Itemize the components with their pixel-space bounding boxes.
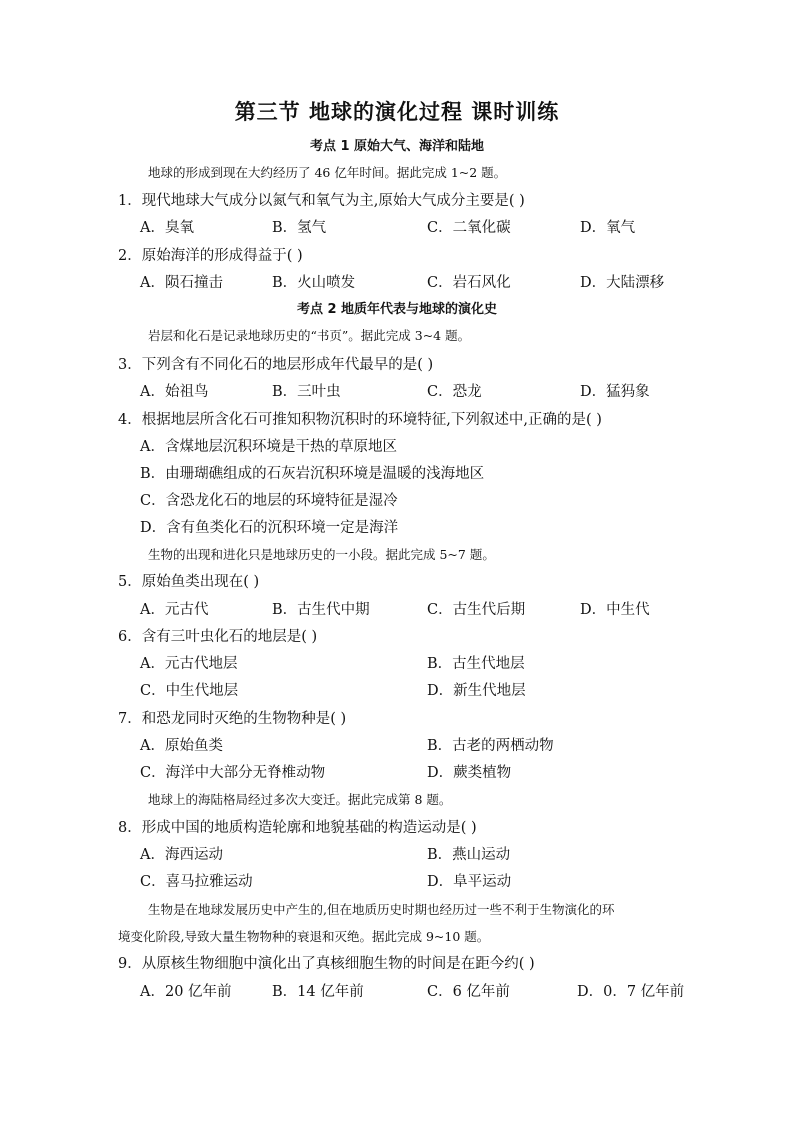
question-stem: 9．从原核生物细胞中演化出了真核细胞生物的时间是在距今约( ) (118, 956, 535, 972)
option-a[interactable]: A．始祖鸟 (140, 384, 209, 400)
option-d[interactable]: D．蕨类植物 (427, 765, 512, 781)
option-a[interactable]: A．20 亿年前 (140, 984, 232, 1000)
option-a[interactable]: A．臭氧 (140, 220, 194, 236)
option-c[interactable]: C．古生代后期 (427, 602, 526, 618)
option-d[interactable]: D．阜平运动 (427, 874, 512, 890)
intro-text: 地球上的海陆格局经过多次大变迁。据此完成第 8 题。 (148, 792, 452, 807)
question-stem: 6．含有三叶虫化石的地层是( ) (118, 629, 318, 645)
option-b[interactable]: B．古老的两栖动物 (427, 738, 554, 754)
option-c[interactable]: C．恐龙 (427, 384, 482, 400)
page-title: 第三节 地球的演化过程 课时训练 (234, 100, 560, 124)
option-b[interactable]: B．古生代中期 (272, 602, 370, 618)
intro-text: 岩层和化石是记录地球历史的“书页”。据此完成 3~4 题。 (148, 328, 471, 343)
option-d[interactable]: D．中生代 (580, 602, 650, 618)
option-a[interactable]: A．陨石撞击 (140, 275, 223, 291)
option-c[interactable]: C．中生代地层 (140, 683, 239, 699)
intro-text: 生物的出现和进化只是地球历史的一小段。据此完成 5~7 题。 (148, 547, 495, 562)
option-d[interactable]: D．猛犸象 (580, 384, 650, 400)
option-d[interactable]: D．含有鱼类化石的沉积环境一定是海洋 (140, 520, 399, 536)
option-a[interactable]: A．元古代 (140, 602, 209, 618)
option-a[interactable]: A．元古代地层 (140, 656, 238, 672)
option-b[interactable]: B．火山喷发 (272, 275, 356, 291)
option-c[interactable]: C．含恐龙化石的地层的环境特征是湿冷 (140, 493, 398, 509)
option-b[interactable]: B．14 亿年前 (272, 984, 364, 1000)
option-a[interactable]: A．海西运动 (140, 847, 223, 863)
option-c[interactable]: C．海洋中大部分无脊椎动物 (140, 765, 326, 781)
option-c[interactable]: C．6 亿年前 (427, 984, 510, 1000)
option-b[interactable]: B．由珊瑚礁组成的石灰岩沉积环境是温暖的浅海地区 (140, 466, 485, 482)
option-d[interactable]: D．新生代地层 (427, 683, 526, 699)
option-b[interactable]: B．燕山运动 (427, 847, 511, 863)
option-c[interactable]: C．二氧化碳 (427, 220, 511, 236)
option-c[interactable]: C．喜马拉雅运动 (140, 874, 253, 890)
option-c[interactable]: C．岩石风化 (427, 275, 511, 291)
question-stem: 1．现代地球大气成分以氮气和氧气为主,原始大气成分主要是( ) (118, 193, 525, 209)
question-stem: 5．原始鱼类出现在( ) (118, 574, 260, 590)
intro-text: 地球的形成到现在大约经历了 46 亿年时间。据此完成 1~2 题。 (148, 165, 507, 180)
question-stem: 2．原始海洋的形成得益于( ) (118, 248, 303, 264)
question-stem: 4．根据地层所含化石可推知积物沉积时的环境特征,下列叙述中,正确的是( ) (118, 412, 602, 428)
question-stem: 3．下列含有不同化石的地层形成年代最早的是( ) (118, 357, 434, 373)
section-heading-1: 考点 1 原始大气、海洋和陆地 (309, 139, 485, 154)
intro-text: 生物是在地球发展历史中产生的,但在地质历史时期也经历过一些不利于生物演化的环 (148, 902, 615, 917)
option-b[interactable]: B．三叶虫 (272, 384, 341, 400)
question-stem: 8．形成中国的地质构造轮廓和地貌基础的构造运动是( ) (118, 820, 477, 836)
option-d[interactable]: D．氧气 (580, 220, 636, 236)
option-b[interactable]: B．古生代地层 (427, 656, 525, 672)
intro-text: 境变化阶段,导致大量生物物种的衰退和灭绝。据此完成 9~10 题。 (118, 929, 490, 944)
section-heading-2: 考点 2 地质年代表与地球的演化史 (296, 302, 498, 317)
option-a[interactable]: A．原始鱼类 (140, 738, 223, 754)
option-b[interactable]: B．氢气 (272, 220, 327, 236)
option-a[interactable]: A．含煤地层沉积环境是干热的草原地区 (140, 439, 397, 455)
question-stem: 7．和恐龙同时灭绝的生物物种是( ) (118, 711, 347, 727)
option-d[interactable]: D．0．7 亿年前 (577, 984, 685, 1000)
option-d[interactable]: D．大陆漂移 (580, 275, 665, 291)
